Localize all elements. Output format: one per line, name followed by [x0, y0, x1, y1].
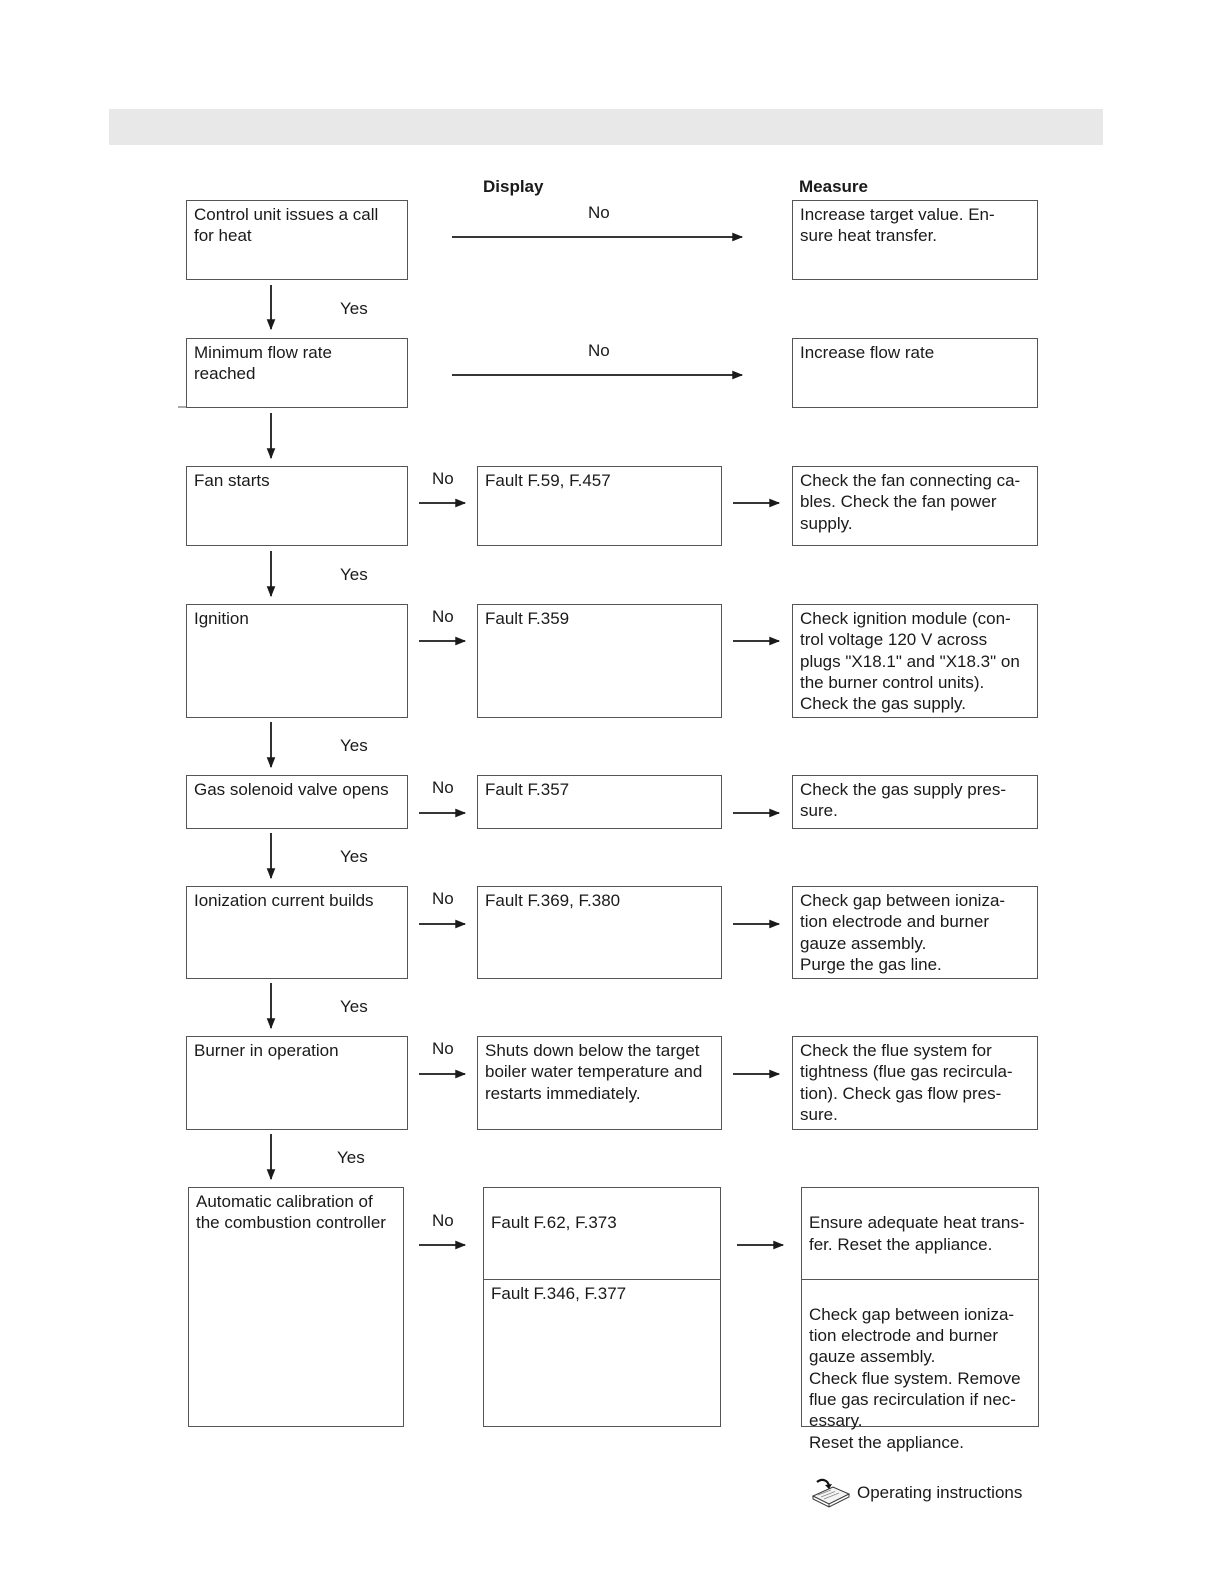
- no-label: No: [588, 341, 610, 360]
- no-label: No: [432, 607, 454, 626]
- display-box-fan-starts: Fault F.59, F.457: [477, 466, 722, 546]
- measure-ionization-flue: [802, 1279, 1038, 1533]
- no-label: No: [432, 469, 454, 488]
- measure-box-auto-calibration: [801, 1187, 1039, 1502]
- yes-label: Yes: [340, 299, 368, 318]
- yes-label: Yes: [340, 997, 368, 1016]
- condition-box-gas-solenoid: Gas solenoid valve opens: [186, 775, 408, 829]
- operating-instructions-reference: [809, 1476, 1031, 1508]
- no-label: No: [432, 1039, 454, 1058]
- condition-box-ionization: Ionization current builds: [186, 886, 408, 979]
- condition-box-fan-starts: Fan starts: [186, 466, 408, 546]
- measure-column-heading: Measure: [799, 177, 868, 196]
- condition-box-min-flow-rate: Minimum flow rate reached: [186, 338, 408, 408]
- condition-box-auto-calibration: Automatic calibration of the combustion controller: [188, 1187, 404, 1427]
- display-box-gas-solenoid: Fault F.357: [477, 775, 722, 829]
- display-fault-f62: Fault F.62, F.373: [491, 1213, 617, 1233]
- condition-box-call-for-heat: Control unit issues a call for heat: [186, 200, 408, 280]
- measure-ionization-flue-text: Check gap between ioniza- tion electrode and burner gauze assembly. Check flue system. Remove flue gas recirculation if nec- essary. Reset the appliance.: [809, 1304, 1021, 1452]
- no-label: No: [432, 889, 454, 908]
- measure-box-fan-starts: Check the fan connecting ca- bles. Check the fan power supply.: [792, 466, 1038, 546]
- display-box-ionization: Fault F.369, F.380: [477, 886, 722, 979]
- condition-box-burner-operation: Burner in operation: [186, 1036, 408, 1130]
- yes-label: Yes: [340, 565, 368, 584]
- yes-label: Yes: [340, 847, 368, 866]
- measure-box-ionization: Check gap between ioniza- tion electrode and burner gauze assembly. Purge the gas line.: [792, 886, 1038, 979]
- no-label: No: [588, 203, 610, 222]
- operating-instructions-book-icon: [809, 1476, 853, 1508]
- measure-box-min-flow-rate: Increase flow rate: [792, 338, 1038, 408]
- display-box-burner-operation: Shuts down below the target boiler water temperature and restarts immediately.: [477, 1036, 722, 1130]
- display-fault-f346: Fault F.346, F.377: [484, 1279, 720, 1307]
- measure-box-call-for-heat: Increase target value. En- sure heat transfer.: [792, 200, 1038, 280]
- yes-label: Yes: [340, 736, 368, 755]
- yes-label: Yes: [337, 1148, 365, 1167]
- measure-box-burner-operation: Check the flue system for tightness (flue gas recircula- tion). Check gas flow pres- sure.: [792, 1036, 1038, 1130]
- measure-heat-transfer: Ensure adequate heat trans- fer. Reset the appliance.: [809, 1213, 1025, 1254]
- display-box-ignition: Fault F.359: [477, 604, 722, 718]
- condition-box-ignition: Ignition: [186, 604, 408, 718]
- measure-box-ignition: Check ignition module (con- trol voltage 120 V across plugs "X18.1" and "X18.3" on the burner control units). Check the gas supply.: [792, 604, 1038, 718]
- display-column-heading: Display: [483, 177, 544, 196]
- operating-instructions-label: Operating instructions: [857, 1482, 1023, 1502]
- display-box-auto-calibration: [483, 1187, 721, 1427]
- measure-box-gas-solenoid: Check the gas supply pres- sure.: [792, 775, 1038, 829]
- no-label: No: [432, 778, 454, 797]
- no-label: No: [432, 1211, 454, 1230]
